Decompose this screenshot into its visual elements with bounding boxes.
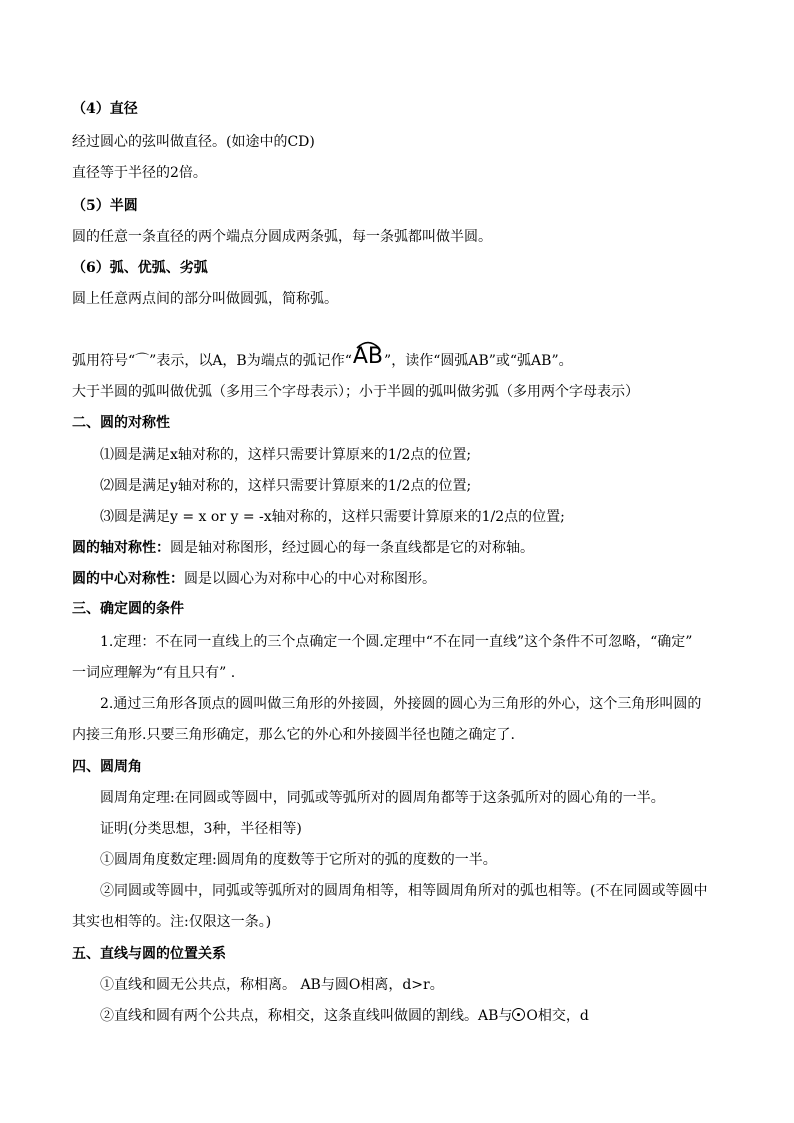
symmetry-item-2: ⑵圆是满足y轴对称的，这样只需要计算原来的1/2点的位置; <box>100 478 472 494</box>
symmetry-item-3: ⑶圆是满足y = x or y = -x轴对称的，这样只需要计算原来的1/2点的位置; <box>100 509 565 525</box>
central-symmetry-label: 圆的中心对称性： <box>72 571 184 587</box>
central-symmetry-text: 圆是以圆心为对称中心的中心对称图形。 <box>184 571 436 587</box>
central-symmetry-paragraph <box>72 569 734 589</box>
conditions-heading: 三、确定圆的条件 <box>72 601 184 617</box>
theorem-2-line-2: 内接三角形.只要三角形确定，那么它的外心和外接圆半径也随之确定了. <box>72 727 515 743</box>
arc-ab-symbol <box>353 346 383 368</box>
section-4-heading: （4）直径 <box>72 101 138 117</box>
equal-angles-line-1: ②同圆或等圆中，同弧或等弧所对的圆周角相等，相等圆周角所对的弧也相等。(不在同圆或等圆中 <box>100 883 708 899</box>
inscribed-angle-heading: 四、圆周角 <box>72 759 142 775</box>
arc-notation-paragraph <box>72 346 734 371</box>
section-5-heading: （5）半圆 <box>72 198 138 214</box>
arc-definition: 圆上任意两点间的部分叫做圆弧，简称弧。 <box>72 291 338 307</box>
semicircle-definition: 圆的任意一条直径的两个端点分圆成两条弧，每一条弧都叫做半圆。 <box>72 229 492 245</box>
arc-overline-icon <box>355 337 381 349</box>
diameter-radius-relation: 直径等于半径的2倍。 <box>72 165 207 181</box>
circle-dot-icon <box>512 1008 525 1021</box>
intersect-relation <box>100 1006 734 1026</box>
major-minor-arc-definition: 大于半圆的弧叫做优弧（多用三个字母表示）；小于半圆的弧叫做劣弧（多用两个字母表示） <box>72 384 639 400</box>
separate-relation: ①直线和圆无公共点，称相离。 AB与圆O相离，d>r。 <box>100 977 444 993</box>
inscribed-angle-theorem: 圆周角定理:在同圆或等圆中，同弧或等弧所对的圆周角都等于这条弧所对的圆心角的一半。 <box>100 790 665 806</box>
equal-angles-line-2: 其实也相等的。注:仅限这一条。) <box>72 914 272 930</box>
section-6-heading: （6）弧、优弧、劣弧 <box>72 260 208 276</box>
theorem-1-line-2: 一词应理解为“有且只有” . <box>72 665 236 681</box>
intersect-text-end: O相交，d <box>526 1008 589 1024</box>
arc-notation-suffix: ”，读作“圆弧AB”或“弧AB”。 <box>384 353 573 369</box>
theorem-1-line-1: 1.定理：不在同一直线上的三个点确定一个圆.定理中“不在同一直线”这个条件不可忽略，“确定” <box>100 634 693 650</box>
axial-symmetry-label: 圆的轴对称性： <box>72 540 170 556</box>
symmetry-heading: 二、圆的对称性 <box>72 415 170 431</box>
arc-notation-prefix: 弧用符号“⌒”表示，以A，B为端点的弧记作“ <box>72 353 352 369</box>
axial-symmetry-text: 圆是轴对称图形，经过圆心的每一条直线都是它的对称轴。 <box>170 540 534 556</box>
axial-symmetry-paragraph <box>72 538 734 558</box>
diameter-definition: 经过圆心的弦叫做直径。(如途中的CD) <box>72 134 315 150</box>
symmetry-item-1: ⑴圆是满足x轴对称的，这样只需要计算原来的1/2点的位置; <box>100 447 472 463</box>
line-circle-heading: 五、直线与圆的位置关系 <box>72 946 226 962</box>
angle-degree-theorem: ①圆周角度数定理:圆周角的度数等于它所对的弧的度数的一半。 <box>100 852 497 868</box>
theorem-2-line-1: 2.通过三角形各顶点的圆叫做三角形的外接圆，外接圆的圆心为三角形的外心，这个三角形叫圆的 <box>100 696 702 712</box>
intersect-text-start: ②直线和圆有两个公共点，称相交，这条直线叫做圆的割线。AB与 <box>100 1008 513 1024</box>
arc-ab-label: AB <box>352 344 384 369</box>
proof-note: 证明(分类思想，3种，半径相等) <box>100 821 302 837</box>
